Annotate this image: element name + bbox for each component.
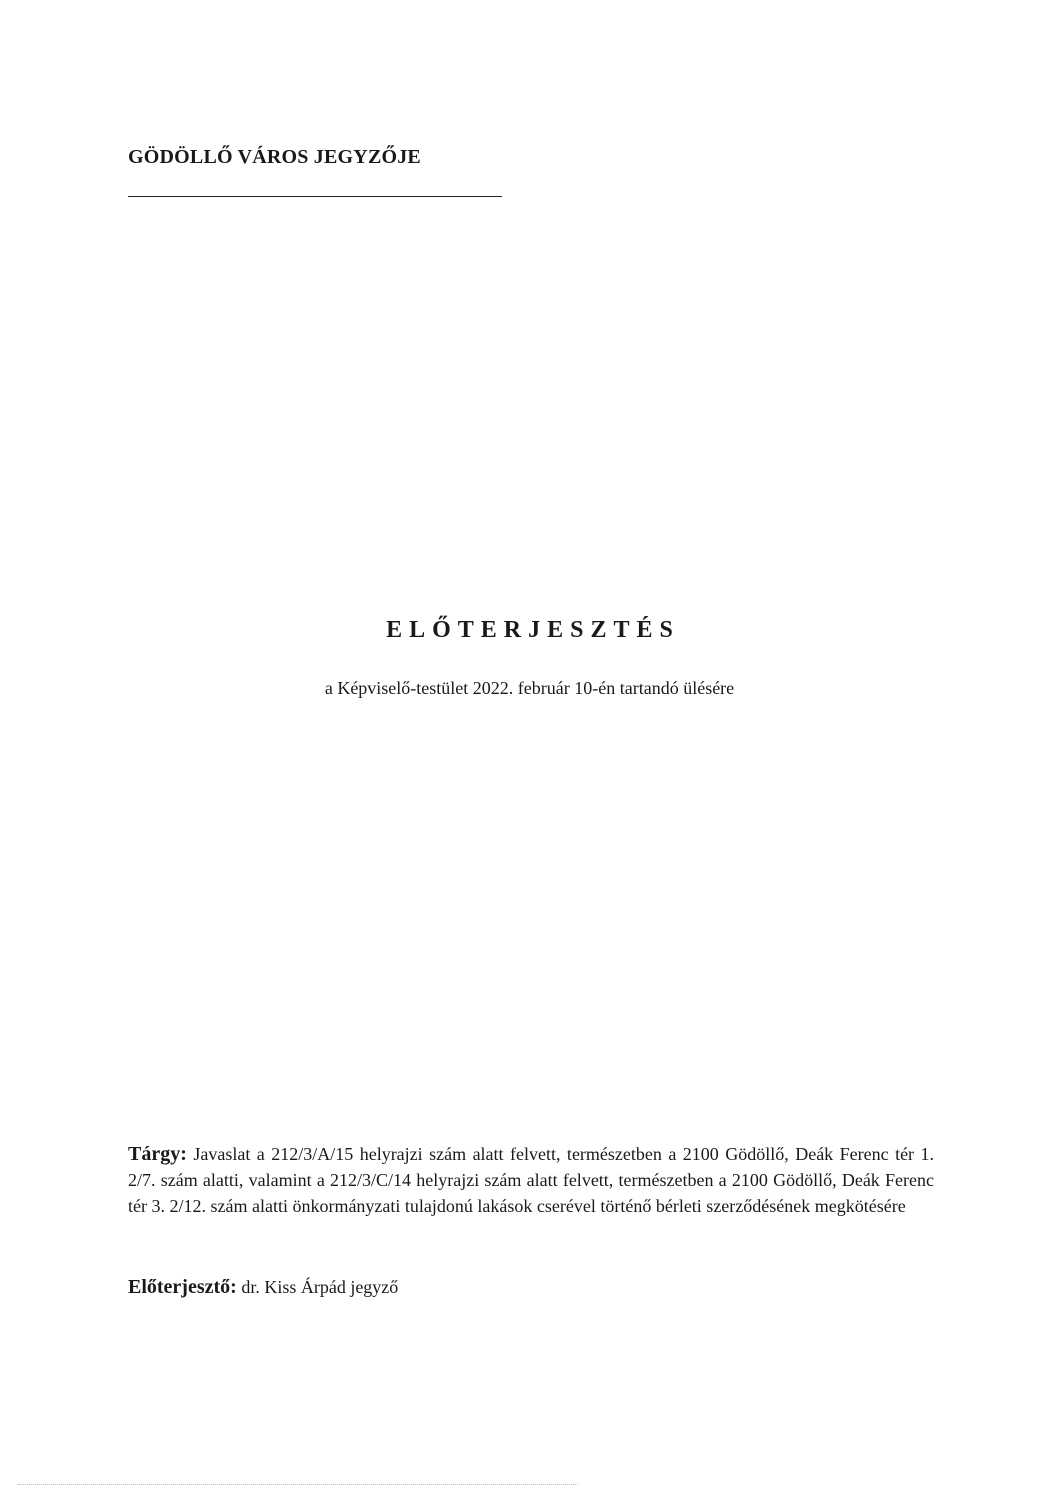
presenter-label: Előterjesztő:	[128, 1276, 237, 1298]
presenter-name: dr. Kiss Árpád jegyző	[241, 1277, 399, 1297]
presenter-line	[128, 1276, 398, 1299]
issuer-heading: GÖDÖLLŐ VÁROS JEGYZŐJE	[128, 146, 421, 168]
issuer-underline	[128, 196, 502, 197]
document-subtitle: a Képviselő-testület 2022. február 10-én tartandó ülésére	[324, 678, 735, 698]
subject-paragraph	[128, 1141, 934, 1219]
scan-artifact-line	[18, 1484, 578, 1485]
subject-text: Javaslat a 212/3/A/15 helyrajzi szám alatt felvett, természetben a 2100 Gödöllő, Deák Ferenc tér 1. 2/7. szám alatti, valamint a 212/3/C/14 helyrajzi szám alatt felvett, természetben a 2100 Gödöllő, Deák Ferenc tér 3. 2/12. szám alatti önkormányzati tulajdonú lakások cserével történő bérleti szerződésének megkötésére	[128, 1144, 935, 1216]
document-title: ELŐTERJESZTÉS	[386, 617, 680, 643]
subject-label: Tárgy:	[128, 1143, 187, 1165]
